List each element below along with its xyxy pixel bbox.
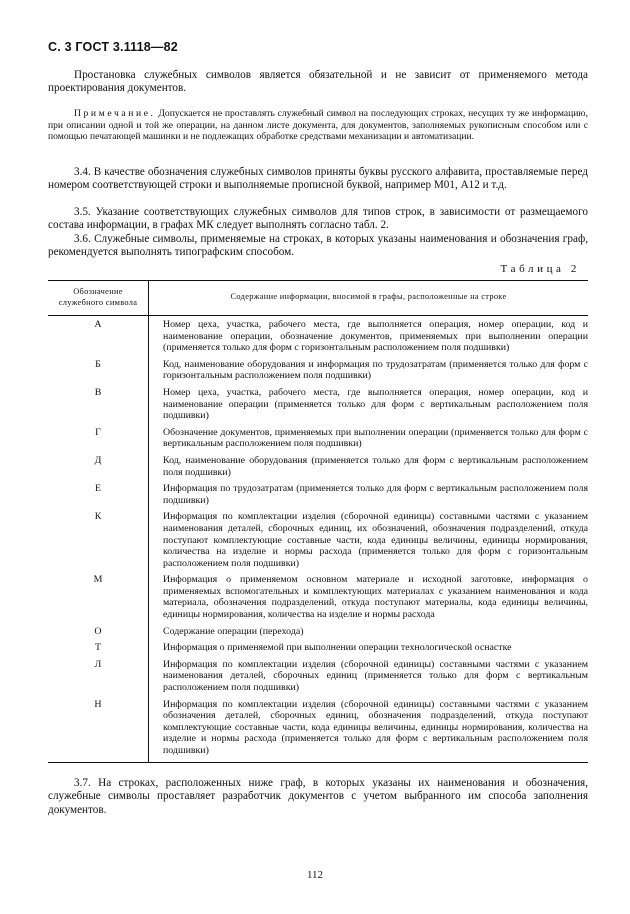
table-row xyxy=(48,571,588,622)
note-label: Примечание. xyxy=(74,108,156,119)
service-symbols-table xyxy=(48,280,588,763)
symbol-cell: Д xyxy=(48,452,149,480)
symbol-cell: Е xyxy=(48,480,149,508)
paragraph-3-4: 3.4. В качестве обозначения служебных символов приняты буквы русского алфавита, проставляемые перед номером соответствующей строки и выполняемые прописной буквой, например М01, А12 и т.д. xyxy=(48,166,588,192)
table-row xyxy=(48,480,588,508)
table-row xyxy=(48,356,588,384)
content-cell: Номер цеха, участка, рабочего места, где выполняется операция, номер операции, код и наименование операции (применяется только для форм с вертикальным расположением поля подшивки) xyxy=(163,386,588,422)
table-row xyxy=(48,384,588,424)
table-row xyxy=(48,696,588,762)
content-cell: Информация по комплектации изделия (сборочной единицы) составными частями с указанием наименования деталей, сборочных единиц (применяется только для форм с вертикальным расположением поля подшивки) xyxy=(163,658,588,694)
symbol-cell: Г xyxy=(48,424,149,452)
table-caption: Таблица 2 xyxy=(500,263,580,275)
content-cell: Обозначение документов, применяемых при выполнении операции (применяется только для форм с вертикальным расположением поля подшивки) xyxy=(163,426,588,450)
content-cell: Номер цеха, участка, рабочего места, где выполняется операция, номер операции, код и наименование операции, обозначение документов, применяемых при выполнении операции (применяется только для форм с горизонтальным расположением поля подшивки) xyxy=(163,319,588,354)
column-header-content: Содержание информации, вносимой в графы, расположенные на строке xyxy=(149,281,589,316)
symbol-cell: К xyxy=(48,508,149,571)
symbol-cell: Л xyxy=(48,656,149,696)
symbol-cell: Б xyxy=(48,356,149,384)
content-cell: Информация по комплектации изделия (сборочной единицы) составными частями с указанием обозначения деталей, сборочных единиц, обозначения подразделений, откуда поступают комплектующие составные части, кода единицы величины, единицы нормирования, количества на изделие и нормы расхода (применяется только для форм с вертикальным расположением поля подшивки) xyxy=(149,696,589,762)
content-cell: Информация о применяемом основном материале и исходной заготовке, информация о применяемых вспомогательных и комплектующих материалах с указанием наименования и кода материала, обозначения подразделений, откуда поступают материалы, кода единицы величины, единицы нормирования, количества на изделие и нормы расхода xyxy=(163,574,588,621)
table-row xyxy=(48,452,588,480)
content-cell: Код, наименование оборудования (применяется только для форм с вертикальным расположением поля подшивки) xyxy=(163,454,588,478)
page-header: С. 3 ГОСТ 3.1118—82 xyxy=(48,40,178,54)
symbol-cell: М xyxy=(48,571,149,622)
table-row xyxy=(48,639,588,656)
symbol-cell: В xyxy=(48,384,149,424)
content-cell: Код, наименование оборудования и информация по трудозатратам (применяется только для форм с горизонтальным расположением поля подшивки) xyxy=(163,358,588,382)
table-row xyxy=(48,656,588,696)
paragraph-3-5: 3.5. Указание соответствующих служебных символов для типов строк, в зависимости от размещаемого состава информации, в графах МК следует выполнять согласно табл. 2. xyxy=(48,206,588,232)
symbol-cell: Т xyxy=(48,639,149,656)
table-row xyxy=(48,316,588,356)
table-row xyxy=(48,508,588,571)
note-text: Допускается не проставлять служебный символ на последующих строках, несущих ту же информацию, при описании одной и той же операции, на данном листе документа, для документов, заполняемых рукописным способом или с помощью печатающей машинки и не подлежащих обработке средствами механизации и автоматизации. xyxy=(48,108,588,143)
paragraph-3-6: 3.6. Служебные символы, применяемые на строках, в которых указаны наименования и обозначения граф, рекомендуется выполнять типографским способом. xyxy=(48,233,588,259)
content-cell: Содержание операции (перехода) xyxy=(163,625,304,637)
table-header-row xyxy=(48,281,588,316)
symbol-cell: О xyxy=(48,623,149,640)
content-cell: Информация по трудозатратам (применяется только для форм с вертикальным расположением поля подшивки) xyxy=(163,483,588,506)
column-header-symbol: Обозначение служебного символа xyxy=(48,281,149,316)
content-cell: Информация о применяемой при выполнении операции технологической оснастке xyxy=(163,642,512,654)
paragraph-3-7: 3.7. На строках, расположенных ниже граф, в которых указаны их наименования и обозначения, служебные символы проставляет разработчик документов с учетом выбранного им способа заполнения документов. xyxy=(48,777,588,816)
content-cell: Информация по комплектации изделия (сборочной единицы) составными частями с указанием наименования деталей, сборочных единиц, их обозначений, обозначения подразделений, откуда поступают комплектующие составные части, кода единицы величины, единицы нормирования, количества на изделие и нормы расхода (применяется только для форм с горизонтальным расположением поля подшивки) xyxy=(163,511,588,569)
table-row xyxy=(48,623,588,640)
table-row xyxy=(48,424,588,452)
symbol-cell: А xyxy=(48,316,149,356)
symbol-cell: Н xyxy=(48,696,149,762)
page-number: 112 xyxy=(306,869,324,881)
paragraph-symbol-placement: Простановка служебных символов является обязательной и не зависит от применяемого метода проектирования документов. xyxy=(48,69,588,95)
note-paragraph xyxy=(48,108,588,143)
